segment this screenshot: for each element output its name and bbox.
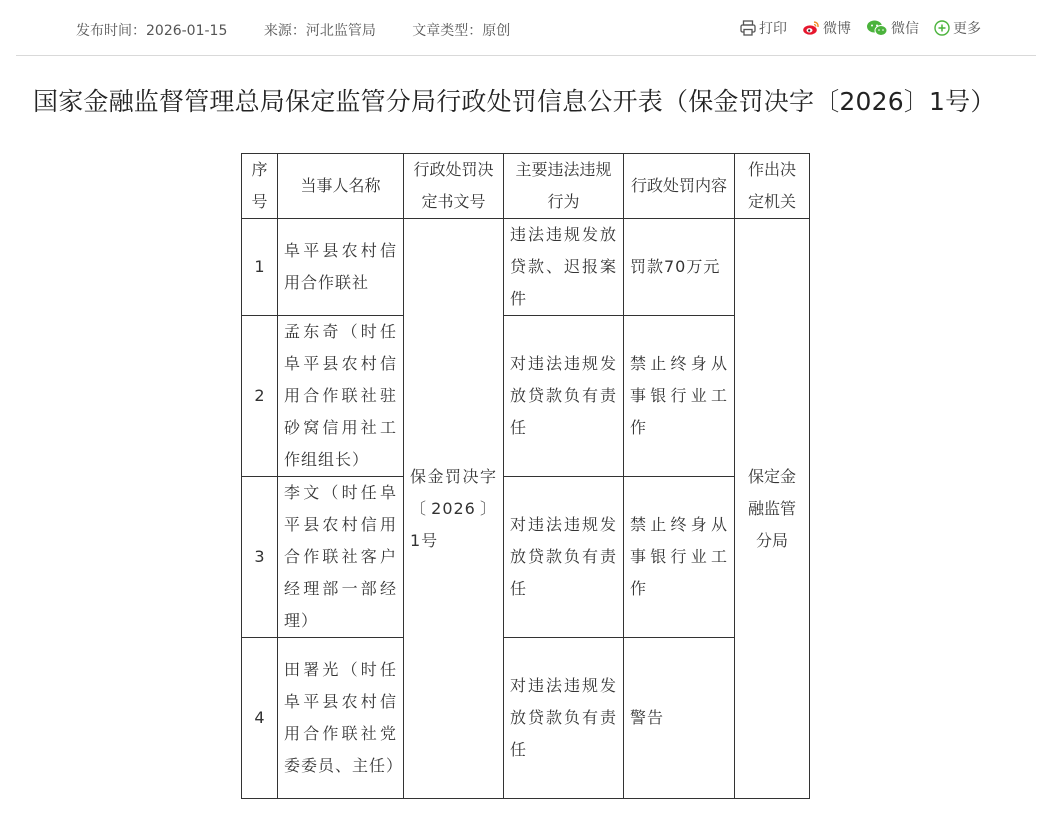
- header-seq: 序号: [242, 154, 278, 219]
- print-icon: [739, 19, 757, 37]
- publish-time: 发布时间：2026-01-15: [76, 23, 228, 39]
- row-party: 阜平县农村信用合作联社: [278, 219, 404, 316]
- more-share-button[interactable]: [933, 18, 981, 38]
- header-violation: 主要违法违规行为: [504, 154, 624, 219]
- decision-authority: 保定金融监管分局: [735, 219, 810, 799]
- wechat-icon: [865, 19, 889, 37]
- row-violation: 对违法违规发放贷款负有责任: [504, 638, 624, 799]
- more-label: 更多: [953, 21, 981, 37]
- article-meta: [76, 20, 542, 40]
- row-party: 孟东奇（时任阜平县农村信用合作联社驻砂窝信用社工作组组长）: [278, 316, 404, 477]
- meta-divider: [16, 55, 1036, 56]
- table-header-row: [242, 154, 810, 219]
- article-type: 文章类型：原创: [412, 23, 511, 39]
- weibo-label: 微博: [823, 21, 851, 37]
- decision-doc-no: 保金罚决字〔2026〕1号: [404, 219, 504, 799]
- row-penalty: 禁止终身从事银行业工作: [624, 316, 735, 477]
- wechat-share-button[interactable]: [865, 18, 919, 38]
- row-violation: 对违法违规发放贷款负有责任: [504, 477, 624, 638]
- weibo-icon: [801, 19, 821, 37]
- row-violation: 对违法违规发放贷款负有责任: [504, 316, 624, 477]
- table-row: [242, 316, 810, 477]
- row-seq: 1: [242, 219, 278, 316]
- row-penalty: 禁止终身从事银行业工作: [624, 477, 735, 638]
- header-penalty: 行政处罚内容: [624, 154, 735, 219]
- row-violation: 违法违规发放贷款、迟报案件: [504, 219, 624, 316]
- share-bar: [739, 18, 981, 38]
- page-title: 国家金融监督管理总局保定监管分局行政处罚信息公开表（保金罚决字〔2026〕1号）: [33, 87, 996, 116]
- penalty-table: [241, 153, 810, 799]
- source: 来源：河北监管局: [263, 23, 376, 39]
- table-row: [242, 219, 810, 316]
- row-seq: 3: [242, 477, 278, 638]
- header-party: 当事人名称: [278, 154, 404, 219]
- table-row: [242, 477, 810, 638]
- row-penalty: 罚款70万元: [624, 219, 735, 316]
- row-seq: 4: [242, 638, 278, 799]
- print-button[interactable]: [739, 18, 787, 38]
- row-party: 田署光（时任阜平县农村信用合作联社党委委员、主任）: [278, 638, 404, 799]
- weibo-share-button[interactable]: [801, 18, 851, 38]
- row-seq: 2: [242, 316, 278, 477]
- header-doc-no: 行政处罚决定书文号: [404, 154, 504, 219]
- article-meta-bar: [0, 0, 1061, 56]
- row-party: 李文（时任阜平县农村信用合作联社客户经理部一部经理）: [278, 477, 404, 638]
- print-label: 打印: [759, 21, 787, 37]
- table-row: [242, 638, 810, 799]
- more-icon: [933, 19, 951, 37]
- wechat-label: 微信: [891, 21, 919, 37]
- header-authority: 作出决定机关: [735, 154, 810, 219]
- row-penalty: 警告: [624, 638, 735, 799]
